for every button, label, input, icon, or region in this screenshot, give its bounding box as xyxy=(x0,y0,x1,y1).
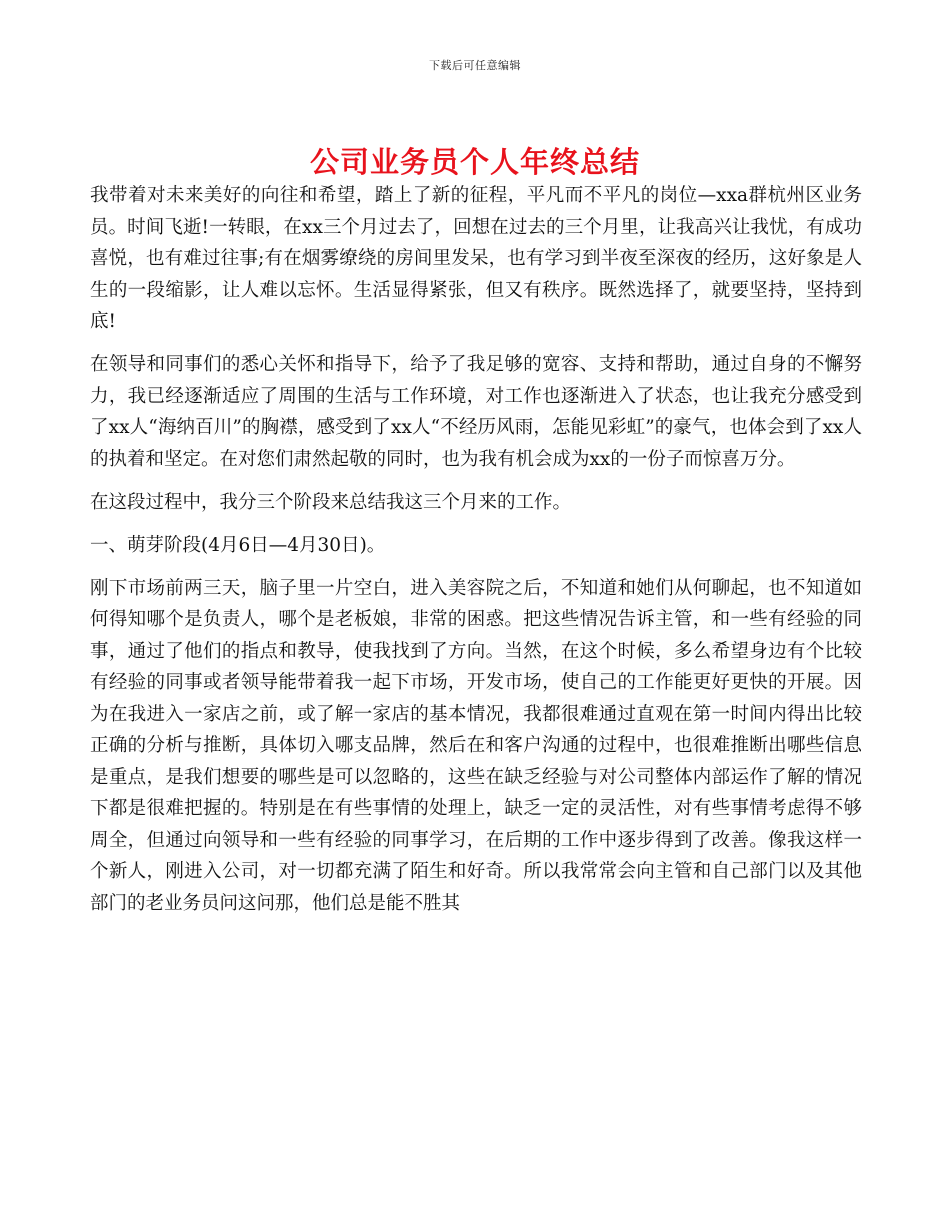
paragraph-stage-one: 刚下市场前两三天，脑子里一片空白，进入美容院之后，不知道和她们从何聊起，也不知道如何得知哪个是负责人，哪个是老板娘，非常的困惑。把这些情况告诉主管，和一些有经验的同事，通过了他们的指点和教导，使我找到了方向。当然，在这个时候，多么希望身边有个比较有经验的同事或者领导能带着我一起下市场，开发市场，使自己的工作能更好更快的开展。因为在我进入一家店之前，或了解一家店的基本情况，我都很难通过直观在第一时间内得出比较正确的分析与推断，具体切入哪支品牌，然后在和客户沟通的过程中，也很难推断出哪些信息是重点，是我们想要的哪些是可以忽略的，这些在缺乏经验与对公司整体内部运作了解的情况下都是很难把握的。特别是在有些事情的处理上，缺乏一定的灵活性，对有些事情考虑得不够周全，但通过向领导和一些有经验的同事学习，在后期的工作中逐步得到了改善。像我这样一个新人，刚进入公司，对一切都充满了陌生和好奇。所以我常常会向主管和自己部门以及其他部门的老业务员问这问那，他们总是能不胜其 xyxy=(90,577,862,914)
header-note: 下载后可任意编辑 xyxy=(429,59,521,72)
paragraph-guidance: 在领导和同事们的悉心关怀和指导下，给予了我足够的宽容、支持和帮助，通过自身的不懈努力，我已经逐渐适应了周围的生活与工作环境，对工作也逐渐进入了状态，也让我充分感受到了xx人“海纳百川”的胸襟，感受到了xx人“不经历风雨，怎能见彩虹”的豪气，也体会到了xx人的执着和坚定。在对您们肃然起敬的同时，也为我有机会成为xx的一份子而惊喜万分。 xyxy=(90,354,862,470)
document-body xyxy=(90,180,862,931)
paragraph-stages-overview: 在这段过程中，我分三个阶段来总结我这三个月来的工作。 xyxy=(90,491,572,513)
paragraph-intro: 我带着对未来美好的向往和希望，踏上了新的征程，平凡而不平凡的岗位—xxa群杭州区业务员。时间飞逝!一转眼，在xx三个月过去了，回想在过去的三个月里，让我高兴让我忧，有成功喜悦，也有难过往事;有在烟雾缭绕的房间里发呆，也有学习到半夜至深夜的经历，这好象是人生的一段缩影，让人难以忘怀。生活显得紧张，但又有秩序。既然选择了，就要坚持，坚持到底! xyxy=(90,185,862,332)
document-title: 公司业务员个人年终总结 xyxy=(309,145,640,179)
section-heading-stage-one: 一、萌芽阶段(4月6日—4月30日)。 xyxy=(90,534,386,556)
